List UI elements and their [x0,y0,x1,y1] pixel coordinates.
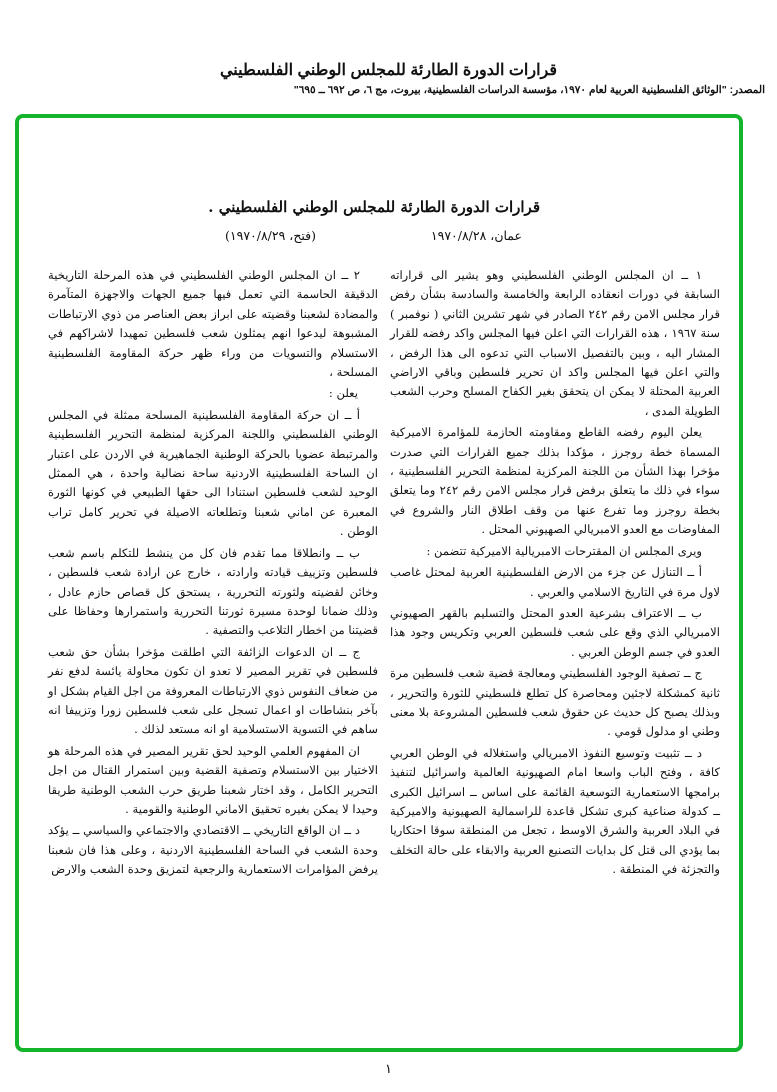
paragraph-1a: أ ــ التنازل عن جزء من الارض الفلسطينية العربية لمحتل غاصب لاول مرة في التاريخ الاسلامي والعربي . [390,565,720,599]
declaration-label: يعلن : [328,386,358,401]
paragraph-self-determination: ان المفهوم العلمي الوحيد لحق تقرير المصير في هذه المرحلة هو الاختيار بين الاستسلام وتصفية القضية وبين استمرار القتال من اجل التحرير الكامل ، وقد اختار شعبنا طريق حرب الشعب الوطنية طريقا وحيدا لا يمكن بغيره تحقيق الاماني الوطنية والقومية . [48,743,378,816]
paragraph-1d: د ــ تثبيت وتوسيع النفوذ الامبريالي واستغلاله في الوطن العربي كافة ، وفتح الباب واسعا امام الصهيونية العالمية واسرائيل لتنفيذ برامجها الاستعمارية التوسعية القائمة على اساس ــ اسرائيل الكبرى ــ كدولة صناعية كبرى تشكل قاعدة للراسمالية الصهيونية والاميركية في البلاد العربية والشرق الاوسط ، تجعل من المنطقة سوقا احتكاريا بما يؤدي الى قتل كل بدايات التصنيع العربية والابقاء على حالة التخلف والتجزئة في المنطقة . [390,745,720,877]
paragraph-2b: ب ــ وانطلاقا مما تقدم فان كل من ينشط للتكلم باسم شعب فلسطين وتزييف قيادته وارادته ، خارج عن ارادة شعب فلسطين ، وخائن لقضيته ولثورته التحررية ، يستحق كل قصاص حازم عادل ، وذلك ضمانا لوحدة مسيرة ثورتنا التحررية واستمرارها وحفاظا على قضيتنا من اخطار التلاعب والتصفية . [48,545,378,638]
paragraph-2c: ج ــ ان الدعوات الزائفة التي اطلقت مؤخرا بشأن حق شعب فلسطين في تقرير المصير لا تعدو ان تكون محاولة يائسة لدفع نفر من ضعاف النفوس ذوي الارتباطات المعروفة من اجل القيام بشكل او بآخر بنشاطات او اعمال تسجل على شعب فلسطين زورا وتزييفا انه ساهم في التسوية الاستسلامية او انه مستعد لذلك . [48,644,378,737]
paragraph-announcement: يعلن اليوم رفضه القاطع ومقاومته الحازمة للمؤامرة الاميركية المسماة خطة روجرز ، مؤكدا بذلك جميع القرارات التي صدرت مؤخرا بهذا الشأن من اللجنة المركزية لمنظمة التحرير الفلسطينية ، سواء في ذلك ما يتعلق برفض قرار مجلس الامن رقم ٢٤٢ وما يتعلق بخطة روجرز وما تفرع عنها من وقف اطلاق النار والشروع في المفاوضات مع العدو الامبريالي الصهيوني المحتل . [390,425,720,537]
page-number: ١ [385,1062,392,1077]
paragraph-proposals-intro: ويرى المجلس ان المقترحات الامبريالية الاميركية تتضمن : [426,543,702,558]
paragraph-2a: أ ــ ان حركة المقاومة الفلسطينية المسلحة ممثلة في المجلس الوطني الفلسطيني واللجنة المركزية لمنظمة التحرير الفلسطينية والمرتبطة عضويا بالحركة الوطنية الجماهيرية في الاردن على اعتبار ان الساحة الفلسطينية الاردنية ساحة نضالية واحدة ، هي الممثل الوحيد لشعب فلسطين استنادا الى حقها الطبيعي في كونها الثورة المعبرة عن اماني شعبنا وتطلعاته الاصيلة في تحرير كامل تراب الوطن . [48,407,378,539]
paragraph-2d: د ــ ان الواقع التاريخي ــ الاقتصادي والاجتماعي والسياسي ــ يؤكد وحدة الشعب في الساحة الفلسطينية الاردنية ، وعلى هذا فان شعبنا يرفض المؤامرات الاستعمارية والرجعية لتمزيق وحدة الشعب والارض [48,823,378,877]
right-column [390,266,720,882]
source-citation: المصدر: "الوثائق الفلسطينية العربية لعام ١٩٧٠، مؤسسة الدراسات الفلسطينية، بيروت، مج ٦، ص ٦٩٢ ــ ٦٩٥" [293,84,765,96]
document-date-source: (فتح، ١٩٧٠/٨/٢٩) [225,228,317,243]
page-header-title: قرارات الدورة الطارئة للمجلس الوطني الفلسطيني [219,62,558,79]
paragraph-1: ١ ــ ان المجلس الوطني الفلسطيني وهو يشير الى قراراته السابقة في دورات انعقاده الرابعة والخامسة والسادسة بشأن رفض قرار مجلس الامن رقم ٢٤٢ الصادر في شهر تشرين الثاني ( نوفمبر ) سنة ١٩٦٧ ، هذه القرارات التي اعلن فيها المجلس واكد رفضه للقرار المشار اليه ، وبين بالتفصيل الاسباب التي تدعوه الى هذا الرفض ، والتي اعلن فيها المجلس واكد ان تحرير فلسطين وباقي الاراضي العربية المحتلة لا يمكن ان يتحقق بغير الكفاح المسلح وحرب الشعب الطويلة المدى ، [390,268,720,418]
document-date-place: عمان، ١٩٧٠/٨/٢٨ [430,228,522,243]
left-column [48,266,378,882]
paragraph-2: ٢ ــ ان المجلس الوطني الفلسطيني في هذه المرحلة التاريخية الدقيقة الحاسمة التي تعمل فيها جميع الجهات والاجهزة المتآمرة والمضادة لشعبنا وقضيته على ابراز بعض العناصر من ذوي الارتباطات المشبوهة ليدعوا انهم يمثلون شعب فلسطين تمهيدا لاشراكهم في الاستسلام والتسويات من وراء ظهر حركة المقاومة الفلسطينية المسلحة ، [48,268,378,380]
document-title: قرارات الدورة الطارئة للمجلس الوطني الفلسطيني . [208,198,540,216]
paragraph-1c: ج ــ تصفية الوجود الفلسطيني ومعالجة قضية شعب فلسطين مرة ثانية كمشكلة لاجئين ومحاصرة كل تطلع فلسطيني للثورة والتحرير ، وبذلك يصبح كل حديث عن حقوق شعب فلسطين المشروعة بلا معنى وطني او مدلول قومي . [390,666,720,739]
paragraph-1b: ب ــ الاعتراف بشرعية العدو المحتل والتسليم بالقهر الصهيوني الامبريالي الذي وقع على شعب فلسطين العربي وتكريس وجود هذا العدو في جسم الوطن العربي . [390,605,720,659]
